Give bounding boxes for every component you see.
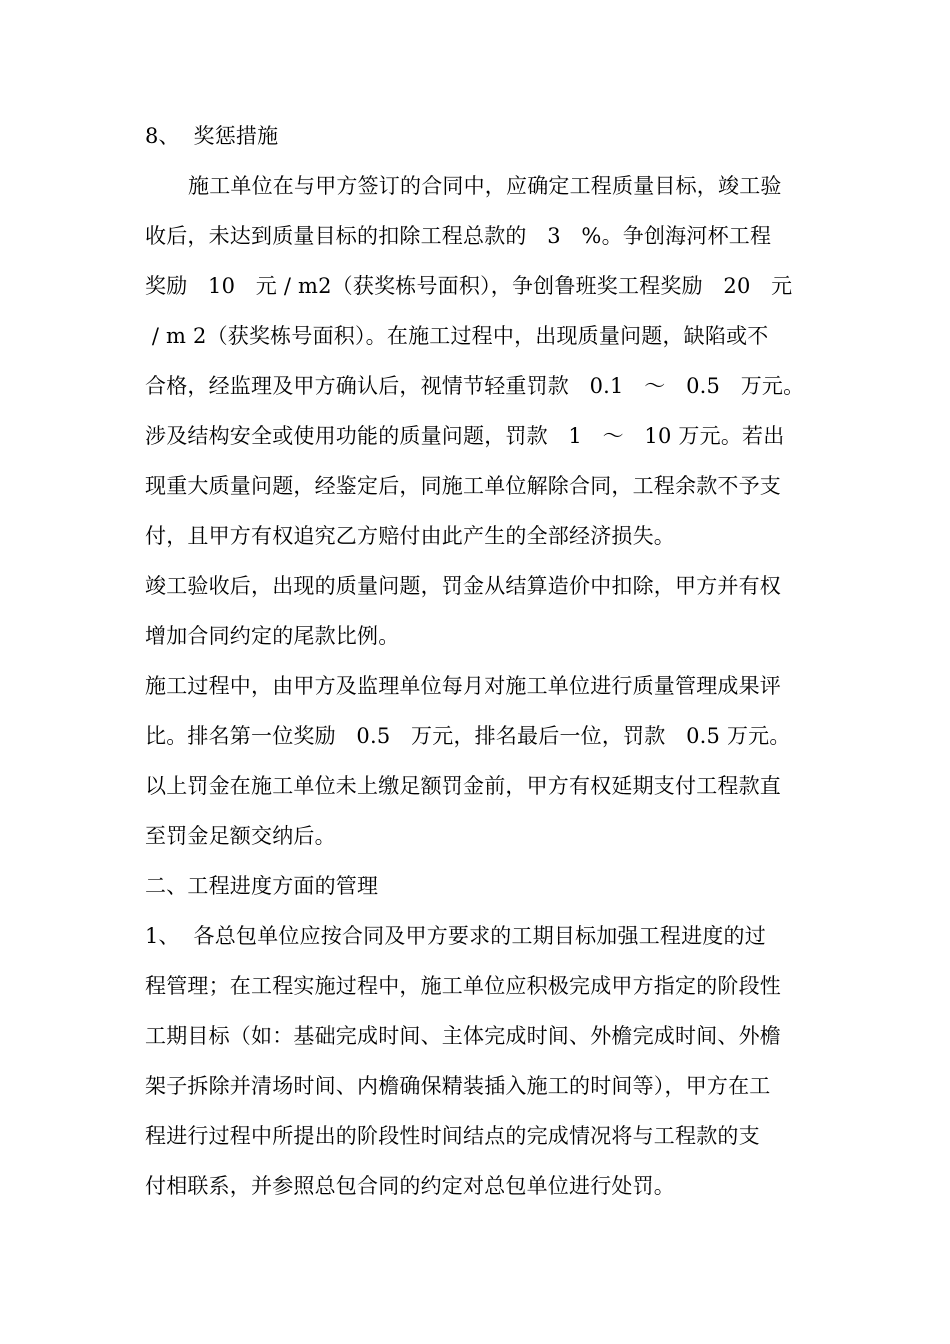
- paragraph-line: 涉及结构安全或使用功能的质量问题，罚款 1 ～ 10 万元。若出: [145, 424, 785, 448]
- paragraph-line: 施工过程中，由甲方及监理单位每月对施工单位进行质量管理成果评: [145, 674, 781, 698]
- section-heading-schedule-management: 二、工程进度方面的管理: [145, 874, 379, 898]
- paragraph-line: 架子拆除并清场时间、内檐确保精装插入施工的时间等），甲方在工: [145, 1074, 771, 1098]
- paragraph-line: 程进行过程中所提出的阶段性时间结点的完成情况将与工程款的支: [145, 1124, 760, 1148]
- paragraph-line: 工期目标（如：基础完成时间、主体完成时间、外檐完成时间、外檐: [145, 1024, 781, 1048]
- paragraph-line: 以上罚金在施工单位未上缴足额罚金前，甲方有权延期支付工程款直: [145, 774, 781, 798]
- paragraph-line: 合格，经监理及甲方确认后，视情节轻重罚款 0.1 ～ 0.5 万元。: [145, 374, 805, 398]
- paragraph-line: 比。排名第一位奖励 0.5 万元，排名最后一位，罚款 0.5 万元。: [145, 724, 791, 748]
- paragraph-line: 付，且甲方有权追究乙方赔付由此产生的全部经济损失。: [145, 524, 675, 548]
- paragraph-line: / m 2（获奖栋号面积）。在施工过程中，出现质量问题，缺陷或不: [145, 324, 769, 348]
- section-heading-rewards-penalties: 8、 奖惩措施: [145, 124, 279, 148]
- paragraph-line: 1、 各总包单位应按合同及甲方要求的工期目标加强工程进度的过: [145, 924, 766, 948]
- paragraph-line: 奖励 10 元 / m2（获奖栋号面积），争创鲁班奖工程奖励 20 元: [145, 274, 793, 298]
- paragraph-line: 付相联系，并参照总包合同的约定对总包单位进行处罚。: [145, 1174, 675, 1198]
- paragraph-line: 程管理；在工程实施过程中，施工单位应积极完成甲方指定的阶段性: [145, 974, 781, 998]
- paragraph-line: 增加合同约定的尾款比例。: [145, 624, 400, 648]
- paragraph-line: 现重大质量问题，经鉴定后，同施工单位解除合同，工程余款不予支: [145, 474, 781, 498]
- paragraph-line: 施工单位在与甲方签订的合同中，应确定工程质量目标，竣工验: [188, 174, 782, 198]
- paragraph-line: 收后，未达到质量目标的扣除工程总款的 3 %。争创海河杯工程: [145, 224, 772, 248]
- paragraph-line: 竣工验收后，出现的质量问题，罚金从结算造价中扣除，甲方并有权: [145, 574, 781, 598]
- paragraph-line: 至罚金足额交纳后。: [145, 824, 336, 848]
